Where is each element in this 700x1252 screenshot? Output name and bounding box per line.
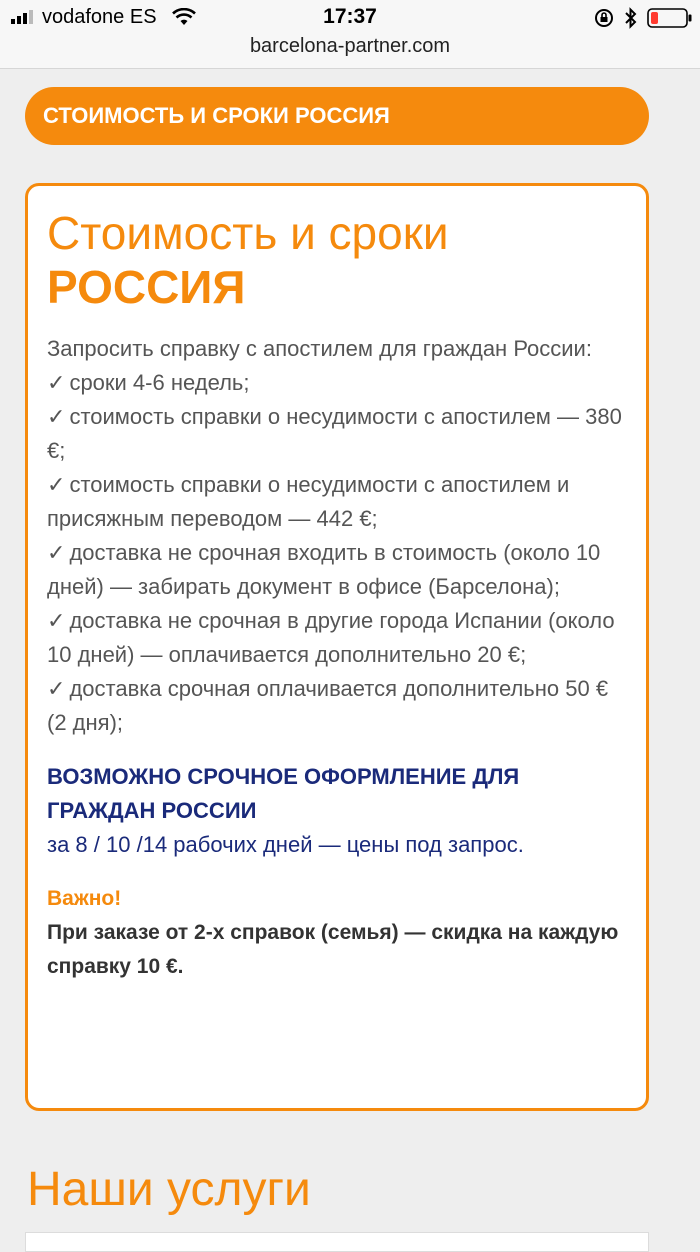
- check-icon: ✓: [47, 370, 66, 395]
- bullet-text: сроки 4-6 недель;: [69, 370, 250, 395]
- check-icon: ✓: [47, 608, 66, 633]
- card-intro: Запросить справку с апостилем для граждан России:: [47, 336, 592, 361]
- important-label: Важно!: [47, 887, 122, 910]
- bullet-text: доставка срочная оплачивается дополнительно 50 € (2 дня);: [47, 676, 609, 735]
- check-icon: ✓: [47, 404, 66, 429]
- address-bar[interactable]: [0, 36, 700, 69]
- card-title-line2: РОССИЯ: [47, 261, 246, 313]
- bullet-item: [47, 468, 628, 536]
- battery-icon: [647, 8, 693, 28]
- card-title: [47, 206, 628, 314]
- services-heading: Наши услуги: [27, 1163, 311, 1216]
- check-icon: ✓: [47, 472, 66, 497]
- urgent-processing-subtitle: за 8 / 10 /14 рабочих дней — цены под запрос.: [47, 832, 524, 857]
- card-title-line1: Стоимость и сроки: [47, 207, 449, 259]
- bullet-text: стоимость справки о несудимости с апостилем и присяжным переводом — 442 €;: [47, 472, 570, 531]
- pricing-card: [25, 183, 649, 1111]
- important-text: При заказе от 2-х справок (семья) — скидка на каждую справку 10 €.: [47, 921, 619, 978]
- section-header-pill[interactable]: [25, 87, 649, 145]
- bullet-text: доставка не срочная входить в стоимость (около 10 дней) — забирать документ в офисе (Барселона);: [47, 540, 601, 599]
- status-bar: [0, 0, 700, 36]
- bullet-item: [47, 604, 628, 672]
- status-time: 17:37: [323, 5, 377, 28]
- bullet-item: [47, 672, 628, 740]
- bullet-text: стоимость справки о несудимости с апостилем — 380 €;: [47, 404, 622, 463]
- bluetooth-icon: [624, 7, 638, 29]
- check-icon: ✓: [47, 676, 66, 701]
- address-bar-url: barcelona-partner.com: [249, 35, 451, 57]
- bullet-list: [47, 366, 628, 740]
- carrier-name: vodafone ES: [42, 6, 157, 28]
- check-icon: ✓: [47, 540, 66, 565]
- bullet-text: доставка не срочная в другие города Испании (около 10 дней) — оплачивается дополнительно 20 €;: [47, 608, 615, 667]
- bullet-item: [47, 536, 628, 604]
- rotation-lock-icon: [594, 8, 614, 28]
- section-header-label: СТОИМОСТЬ И СРОКИ РОССИЯ: [43, 103, 390, 128]
- bullet-item: [47, 366, 628, 400]
- bullet-item: [47, 400, 628, 468]
- urgent-processing-title: ВОЗМОЖНО СРОЧНОЕ ОФОРМЛЕНИЕ ДЛЯ ГРАЖДАН РОССИИ: [47, 764, 520, 823]
- services-card-edge: [25, 1232, 649, 1252]
